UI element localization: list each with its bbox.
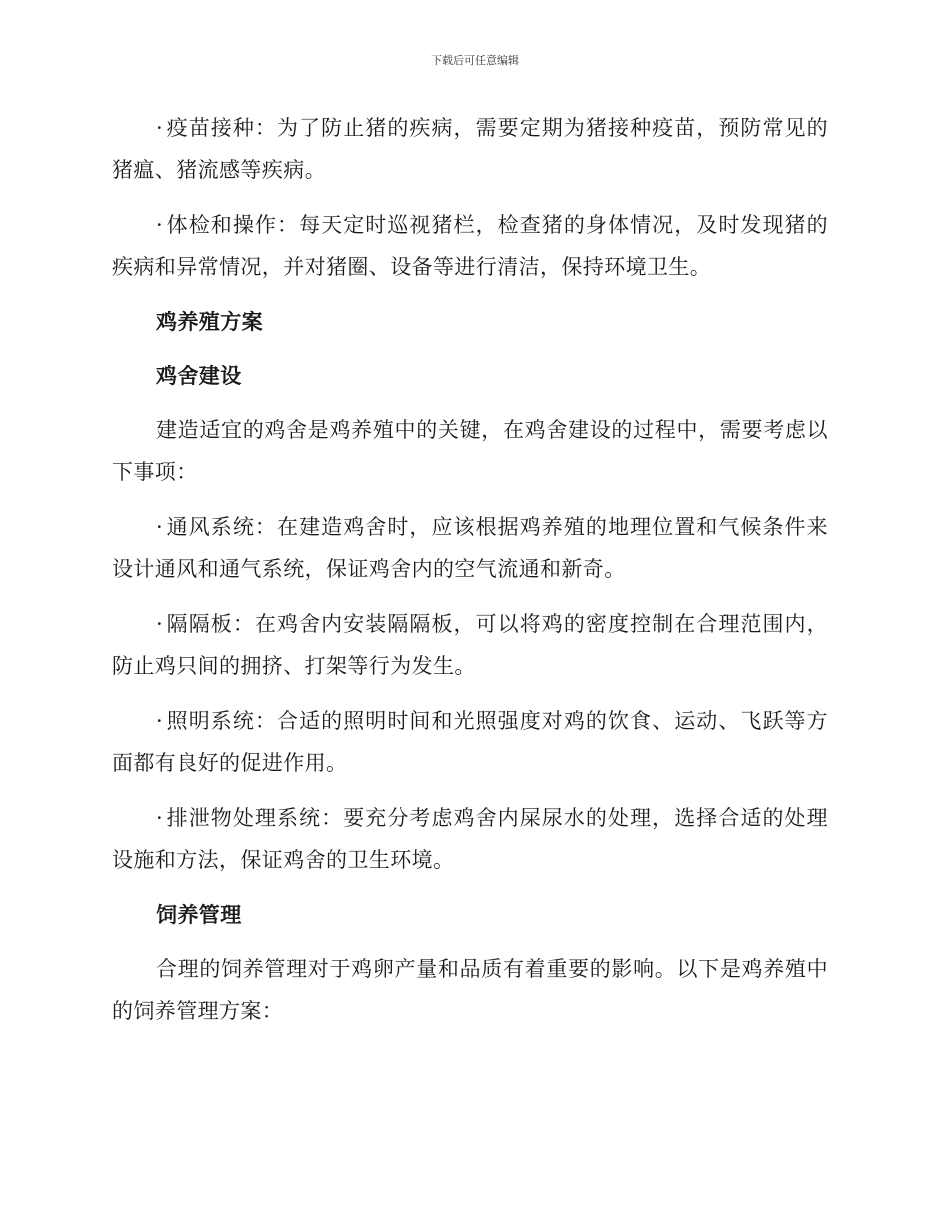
- paragraph-feeding-intro: 合理的饲养管理对于鸡卵产量和品质有着重要的影响。以下是鸡养殖中的饲养管理方案：: [112, 957, 828, 1023]
- bullet-text: 体检和操作：每天定时巡视猪栏，检查猪的身体情况，及时发现猪的疾病和异常情况，并对猪圈、设备等进行清洁，保持环境卫生。: [112, 213, 828, 279]
- bullet-partition: [112, 603, 828, 687]
- bullet-marker: ·: [156, 612, 164, 636]
- document-body: [112, 107, 828, 1045]
- section-heading-coop-construction: 鸡舍建设: [156, 364, 242, 388]
- bullet-marker: ·: [156, 709, 164, 733]
- paragraph-coop-intro: 建造适宜的鸡舍是鸡养殖中的关键，在鸡舍建设的过程中，需要考虑以下事项：: [112, 418, 828, 484]
- bullet-text: 排泄物处理系统：要充分考虑鸡舍内屎尿水的处理，选择合适的处理设施和方法，保证鸡舍的卫生环境。: [112, 806, 828, 872]
- bullet-text: 照明系统：合适的照明时间和光照强度对鸡的饮食、运动、飞跃等方面都有良好的促进作用。: [112, 709, 828, 775]
- bullet-text: 隔隔板：在鸡舍内安装隔隔板，可以将鸡的密度控制在合理范围内，防止鸡只间的拥挤、打架等行为发生。: [112, 612, 828, 678]
- page-header: 下载后可任意编辑: [431, 54, 519, 67]
- bullet-lighting: [112, 700, 828, 784]
- bullet-vaccination: [112, 107, 828, 191]
- bullet-marker: ·: [156, 515, 164, 539]
- bullet-marker: ·: [156, 116, 164, 140]
- bullet-text: 通风系统：在建造鸡舍时，应该根据鸡养殖的地理位置和气候条件来设计通风和通气系统，保证鸡舍内的空气流通和新奇。: [112, 515, 828, 581]
- bullet-waste-system: [112, 797, 828, 881]
- bullet-ventilation: [112, 506, 828, 590]
- bullet-inspection: [112, 204, 828, 288]
- section-heading-feeding-management: 饲养管理: [156, 903, 242, 927]
- section-heading-chicken-plan: 鸡养殖方案: [156, 310, 263, 334]
- bullet-text: 疫苗接种：为了防止猪的疾病，需要定期为猪接种疫苗，预防常见的猪瘟、猪流感等疾病。: [112, 116, 828, 182]
- bullet-marker: ·: [156, 213, 164, 237]
- bullet-marker: ·: [156, 806, 164, 830]
